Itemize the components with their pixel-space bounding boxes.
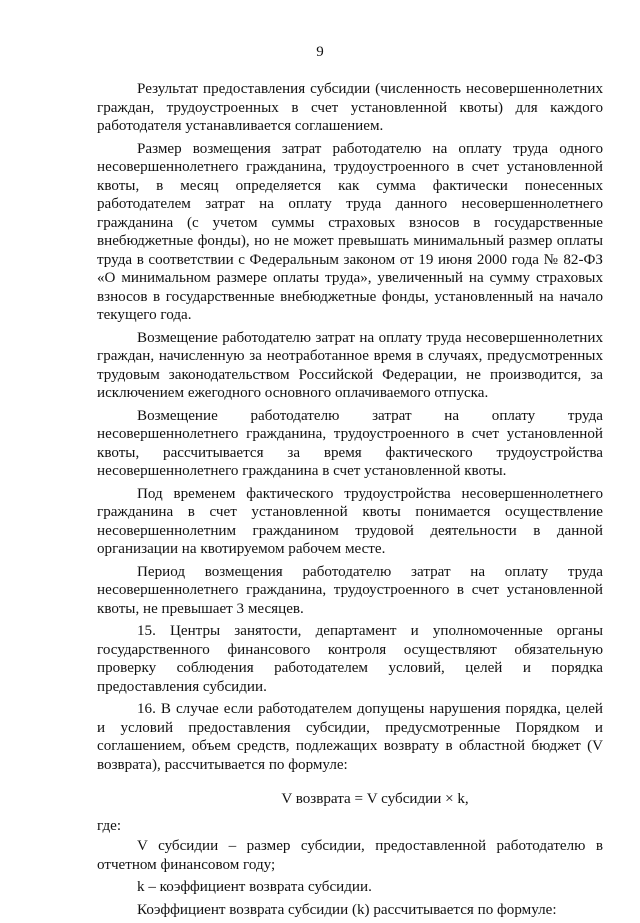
where-label: где: — [97, 817, 122, 834]
definition-v-subsidy: V субсидии – размер субсидии, предоставленной работодателю в отчетном финансовом году; — [97, 838, 603, 873]
paragraph-clause-15: 15. Центры занятости, департамент и уполномоченные органы государственного финансового контроля осуществляют обязательную проверку соблюдения работодателем условий, целей и порядка предоставления субсидии. — [97, 623, 603, 695]
paragraph-actual-employment-definition: Под временем фактического трудоустройства несовершеннолетнего гражданина в счет установленной квоты понимается осуществление несовершеннолетним гражданином трудовой деятельности в данной организации на квотируемом рабочем месте. — [97, 485, 603, 557]
refund-formula: V возврата = V субсидии × k, — [281, 791, 469, 807]
paragraph-unworked-time: Возмещение работодателю затрат на оплату труда несовершеннолетних граждан, начисленную за неотработанное время в случаях, предусмотренных трудовым законодательством Российской Федерации, не производится, за исключением ежегодного основного оплачиваемого отпуска. — [97, 329, 603, 401]
paragraph-calculation-period: Возмещение работодателю затрат на оплату труда несовершеннолетнего гражданина, трудоустроенного в счет установленной квоты, рассчитывается за время фактического трудоустройства несовершеннолетнего гражданина в счет установленной квоты. — [97, 407, 603, 479]
definition-k: k – коэффициент возврата субсидии. — [137, 879, 372, 895]
document-body — [97, 80, 603, 923]
page-number: 9 — [316, 44, 324, 60]
paragraph-reimbursement-period: Период возмещения работодателю затрат на оплату труда несовершеннолетнего гражданина, трудоустроенного в счет установленной квоты, не превышает 3 месяцев. — [97, 563, 603, 617]
paragraph-coefficient-formula: Коэффициент возврата субсидии (k) рассчитывается по формуле: — [137, 901, 557, 918]
paragraph-subsidy-result: Результат предоставления субсидии (численность несовершеннолетних граждан, трудоустроенных в счет установленной квоты) для каждого работодателя устанавливается соглашением. — [97, 81, 603, 134]
paragraph-reimbursement-size: Размер возмещения затрат работодателю на оплату труда одного несовершеннолетнего гражданина, трудоустроенного в счет установленной квоты, в месяц определяется как сумма фактически понесенных работодателем затрат на оплату труда данного несовершеннолетнего гражданина (с учетом суммы страховых взносов в государственные внебюджетные фонды), но не может превышать минимальный размер оплаты труда в соответствии с Федеральным законом от 19 июня 2000 года № 82-ФЗ «О минимальном размере оплаты труда», увеличенный на сумму страховых взносов в государственные внебюджетные фонды, установленный на начало текущего года. — [97, 140, 603, 323]
paragraph-clause-16: 16. В случае если работодателем допущены нарушения порядка, целей и условий предоставления субсидии, предусмотренные Порядком и соглашением, объем средств, подлежащих возврату в областной бюджет (V возврата), рассчитывается по формуле: — [97, 701, 603, 773]
